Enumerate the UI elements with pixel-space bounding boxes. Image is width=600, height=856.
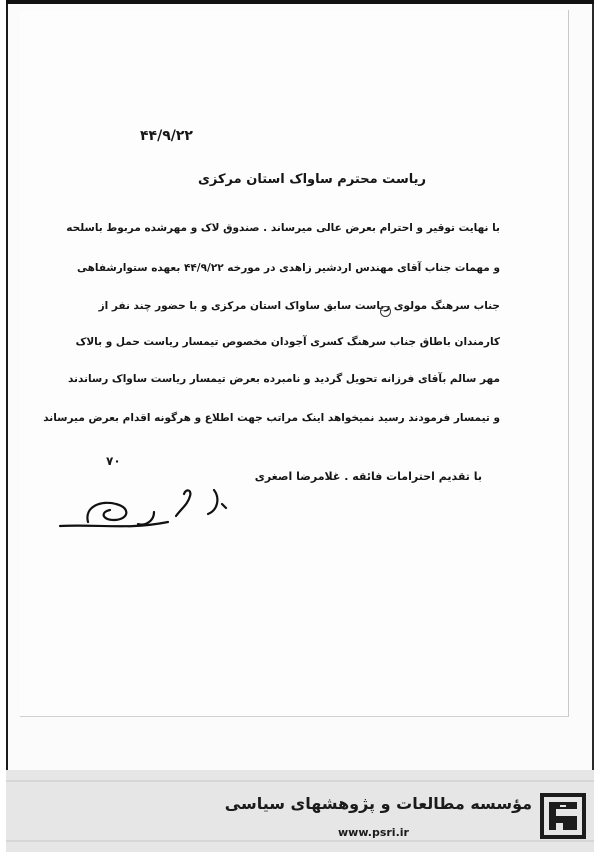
document-paper (20, 10, 569, 717)
closing-signoff: با تقدیم احترامات فائقه . غلامرضا اصغری (254, 470, 482, 483)
footnote-circle-mark (380, 306, 391, 317)
body-line-3: جناب سرهنگ مولوی ریاست سابق ساواک استان مرکزی و با حضور چند نفر از (98, 300, 500, 312)
handwritten-signature (58, 486, 248, 536)
psri-logo-icon (540, 793, 586, 839)
body-line-5: مهر سالم بآقای فرزانه تحویل گردید و نامبرده بعرض تیمسار ریاست ساواک رساندند (67, 373, 500, 385)
document-date: ۴۴/۹/۲۲ (140, 128, 193, 144)
body-line-2: و مهمات جناب آقای مهندس اردشیر زاهدی در مورخه ۴۴/۹/۲۲ بعهده ستوارشفاهی (76, 262, 500, 274)
institution-name: مؤسسه مطالعات و پژوهشهای سیاسی (224, 794, 532, 813)
body-line-1: با نهایت توقیر و احترام بعرض عالی میرساند . صندوق لاک و مهرشده مربوط باسلحه (66, 222, 500, 234)
institution-url[interactable]: www.psri.ir (338, 826, 409, 839)
document-recipient: ریاست محترم ساواک استان مرکزی (198, 172, 426, 187)
body-line-6: و تیمسار فرمودند رسید نمیخواهد اینک مراتب جهت اطلاع و هرگونه اقدام بعرض میرساند (43, 412, 500, 424)
margin-marker: ۷۰ (106, 454, 121, 468)
body-line-4: کارمندان باطاق جناب سرهنگ کسری آجودان مخصوص تیمسار ریاست حمل و بالاک (75, 336, 500, 348)
